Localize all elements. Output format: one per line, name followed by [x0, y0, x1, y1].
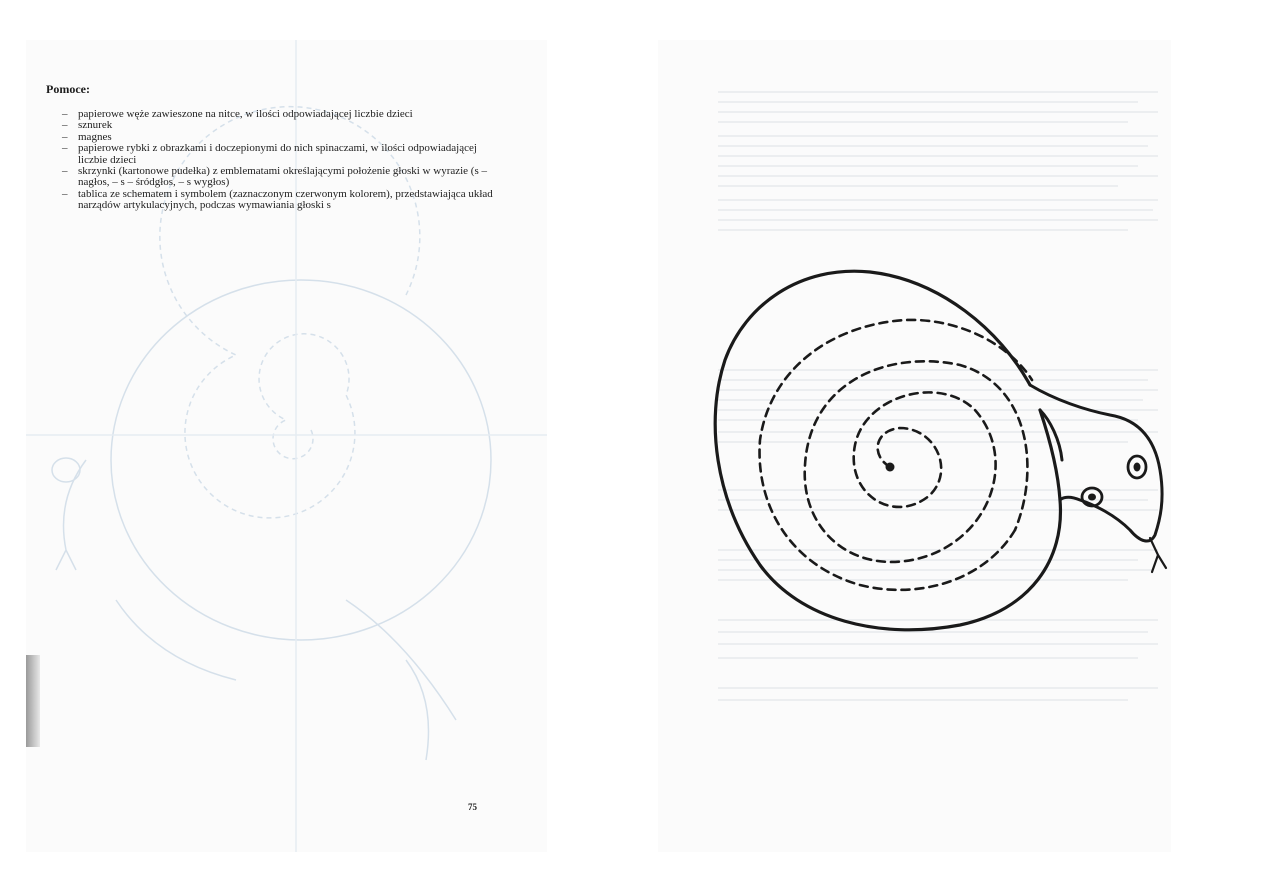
right-page — [658, 40, 1171, 852]
list-item-text: tablica ze schematem i symbolem (zaznaczonym czerwonym kolorem), przedstawiająca układ narządów artykulacyjnych, podczas wymawiania głoski s — [78, 187, 493, 212]
scan-shadow — [26, 655, 40, 747]
snake-spiral-icon — [658, 40, 1171, 852]
list-dash: – — [62, 165, 68, 178]
list-item — [62, 120, 502, 131]
list-dash: – — [62, 108, 68, 120]
list-dash: – — [62, 187, 68, 200]
list-item — [62, 109, 502, 120]
section-heading: Pomoce: — [46, 82, 90, 96]
list-dash: – — [62, 130, 68, 143]
list-item-text: magnes — [78, 130, 112, 143]
list-item-text: skrzynki (kartonowe pudełka) z emblematami określającymi położenie głoski w wyrazie (s – nagłos, – s – śródgłos, – s wygłos) — [78, 165, 488, 189]
list-item — [62, 166, 502, 189]
list-item — [62, 143, 502, 166]
list-item-text: papierowe rybki z obrazkami i doczepionymi do nich spinaczami, w ilości odpowiadającej liczbie dzieci — [78, 142, 477, 166]
list-item — [62, 189, 502, 212]
list-dash: – — [62, 142, 68, 155]
list-dash: – — [62, 119, 68, 132]
list-item-text: sznurek — [78, 119, 113, 132]
page-number: 75 — [468, 802, 477, 812]
left-page — [26, 40, 547, 852]
list-item-text: papierowe węże zawieszone na nitce, w ilości odpowiadającej liczbie dzieci — [78, 108, 413, 120]
aids-list — [62, 109, 502, 212]
